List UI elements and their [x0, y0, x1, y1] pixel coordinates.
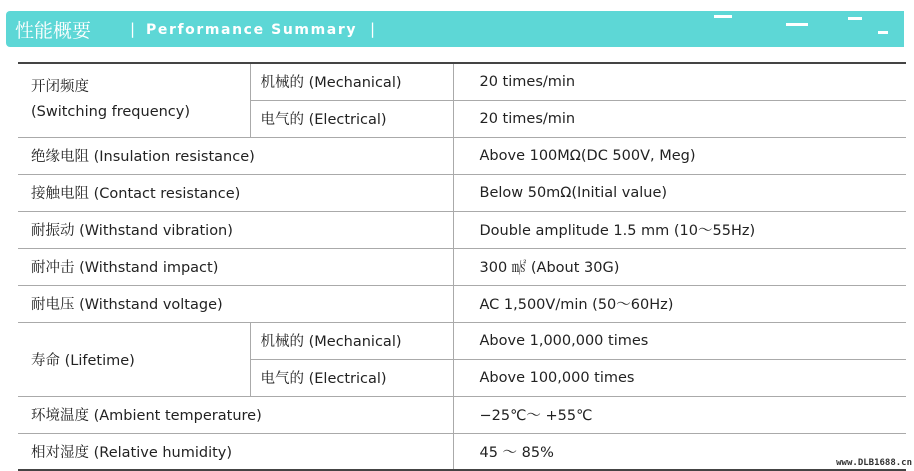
value-cell: −25℃～ +55℃ — [453, 396, 906, 433]
label-cell: 绝缘电阻 (Insulation resistance) — [18, 137, 453, 174]
table-row — [18, 396, 906, 433]
table-row — [18, 433, 906, 470]
value-cell: Double amplitude 1.5 mm (10～55Hz) — [453, 211, 906, 248]
value-cell: Below 50mΩ(Initial value) — [453, 174, 906, 211]
decorative-dash — [878, 31, 888, 34]
label-cell: 接触电阻 (Contact resistance) — [18, 174, 453, 211]
category-label-zh: 开闭频度 — [31, 79, 89, 96]
category-label-en: (Switching frequency) — [31, 104, 191, 121]
label-cell: 相对湿度 (Relative humidity) — [18, 433, 453, 470]
section-header-bar — [6, 11, 904, 47]
value-cell: AC 1,500V/min (50～60Hz) — [453, 285, 906, 322]
title-separator: | — [370, 20, 376, 38]
category-cell-lifetime: 寿命 (Lifetime) — [18, 322, 250, 396]
value-cell: 20 times/min — [453, 63, 906, 100]
table-row — [18, 248, 906, 285]
decorative-dash — [786, 23, 808, 26]
value-cell: 45 ～ 85% — [453, 433, 906, 470]
decorative-dash — [848, 17, 862, 20]
value-cell: 20 times/min — [453, 100, 906, 137]
value-cell: 300 ㎨ (About 30G) — [453, 248, 906, 285]
table-row — [18, 137, 906, 174]
table-row — [18, 322, 906, 359]
subcategory-cell: 机械的 (Mechanical) — [250, 322, 453, 359]
subcategory-cell: 电气的 (Electrical) — [250, 100, 453, 137]
label-cell: 环境温度 (Ambient temperature) — [18, 396, 453, 433]
table-row — [18, 211, 906, 248]
value-cell: Above 100,000 times — [453, 359, 906, 396]
subcategory-cell: 电气的 (Electrical) — [250, 359, 453, 396]
table-row — [18, 63, 906, 100]
category-cell-switching-frequency — [18, 63, 250, 137]
performance-spec-table — [18, 62, 906, 471]
decorative-dash — [714, 15, 732, 18]
section-title-english: Performance Summary — [146, 22, 358, 38]
title-separator: | — [130, 20, 136, 38]
label-cell: 耐电压 (Withstand voltage) — [18, 285, 453, 322]
label-cell: 耐振动 (Withstand vibration) — [18, 211, 453, 248]
table-row — [18, 285, 906, 322]
table-row — [18, 174, 906, 211]
value-cell: Above 100MΩ(DC 500V, Meg) — [453, 137, 906, 174]
section-title-chinese: 性能概要 — [15, 20, 92, 42]
watermark: www.DLB1688.cn — [836, 458, 912, 468]
label-cell: 耐冲击 (Withstand impact) — [18, 248, 453, 285]
value-cell: Above 1,000,000 times — [453, 322, 906, 359]
subcategory-cell: 机械的 (Mechanical) — [250, 63, 453, 100]
